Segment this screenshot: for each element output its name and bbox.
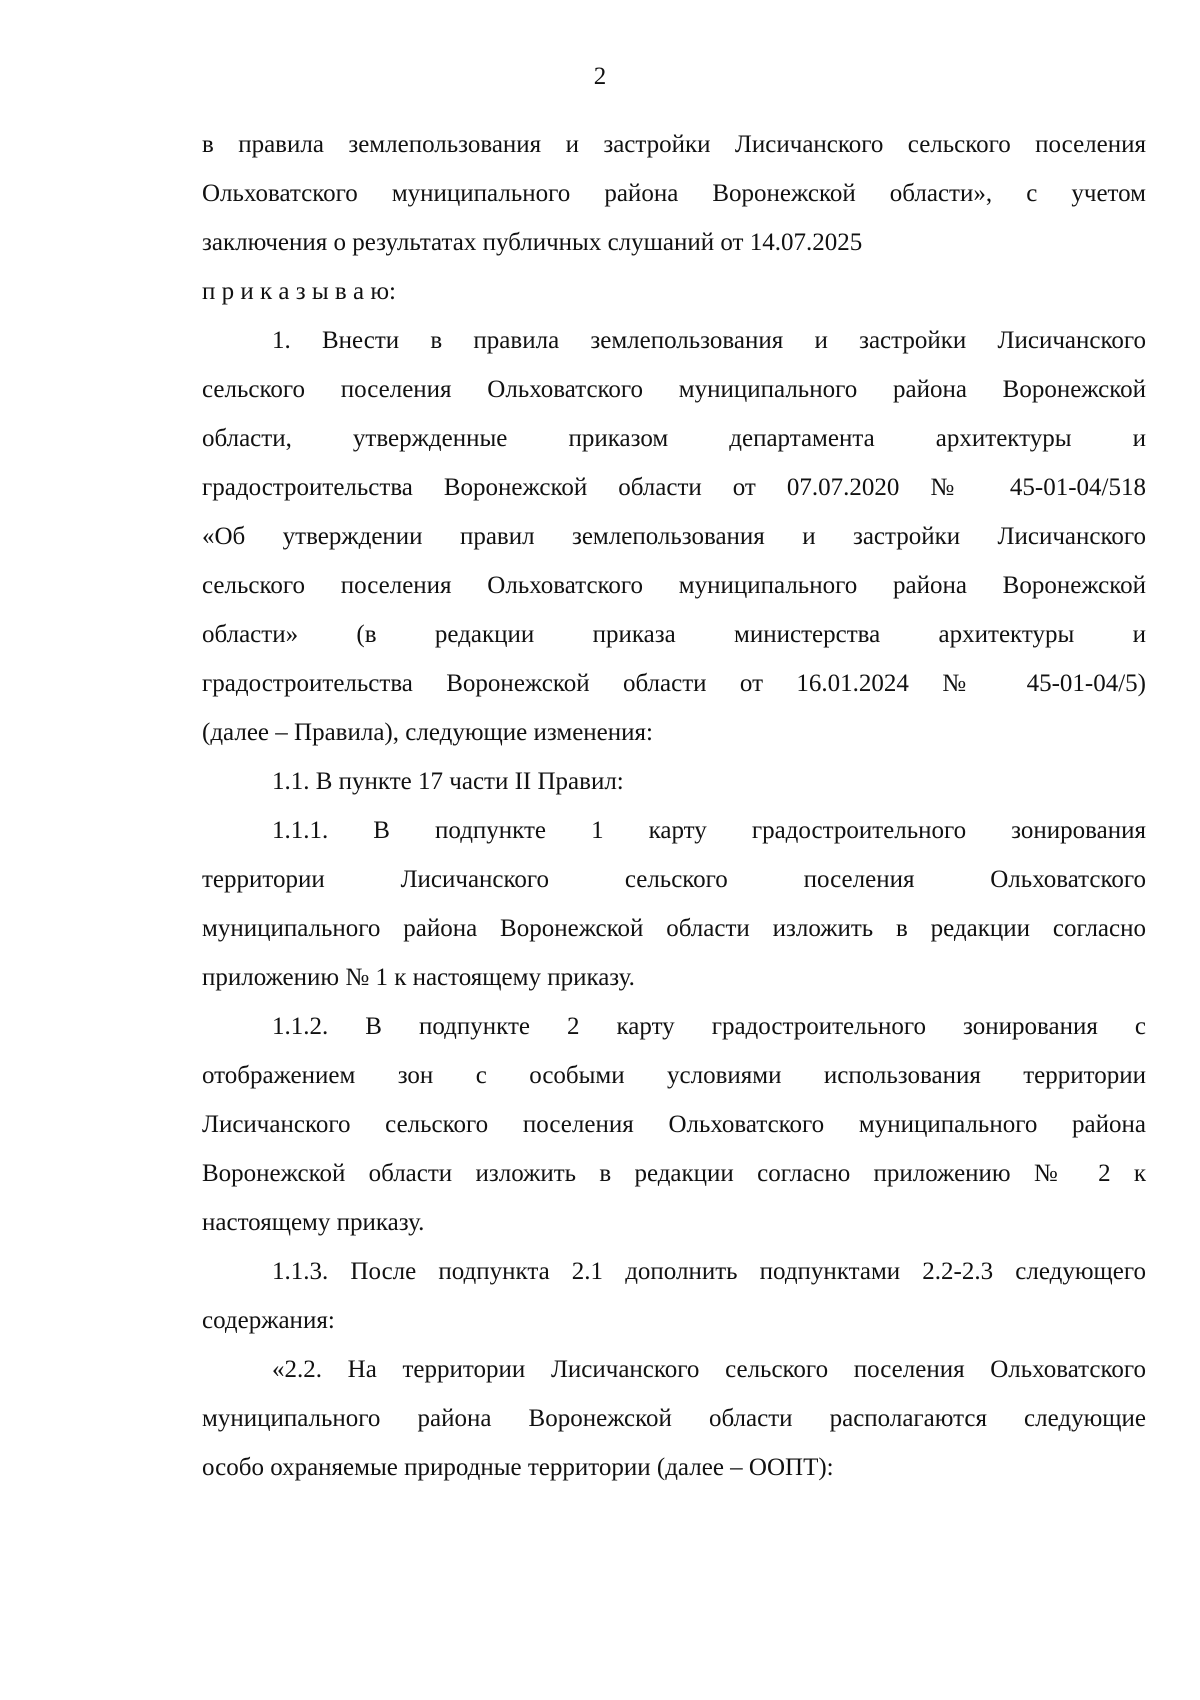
text-line: территории Лисичанского сельского поселения Ольховатского xyxy=(202,866,1146,893)
text-line: сельского поселения Ольховатского муниципального района Воронежской xyxy=(202,572,1146,599)
text-line: особо охраняемые природные территории (далее – ООПТ): xyxy=(202,1454,834,1481)
text-line: заключения о результатах публичных слушаний от 14.07.2025 xyxy=(202,229,863,256)
text-line: Воронежской области изложить в редакции согласно приложению № 2 к xyxy=(202,1160,1146,1187)
text-line: в правила землепользования и застройки Лисичанского сельского поселения xyxy=(202,131,1146,158)
text-line: «Об утверждении правил землепользования и застройки Лисичанского xyxy=(202,523,1146,550)
text-line: 1. Внести в правила землепользования и застройки Лисичанского xyxy=(272,327,1146,354)
text-line: муниципального района Воронежской области изложить в редакции согласно xyxy=(202,915,1146,942)
document-body xyxy=(202,120,1146,1492)
text-line: содержания: xyxy=(202,1307,335,1334)
text-line: настоящему приказу. xyxy=(202,1209,425,1236)
text-line: 1.1.3. После подпункта 2.1 дополнить подпунктами 2.2-2.3 следующего xyxy=(272,1258,1146,1285)
text-line: отображением зон с особыми условиями использования территории xyxy=(202,1062,1146,1089)
order-keyword: п р и к а з ы в а ю: xyxy=(202,278,396,305)
text-line: муниципального района Воронежской области располагаются следующие xyxy=(202,1405,1146,1432)
page-number: 2 xyxy=(593,63,607,90)
text-line: приложению № 1 к настоящему приказу. xyxy=(202,964,635,991)
text-line: сельского поселения Ольховатского муниципального района Воронежской xyxy=(202,376,1146,403)
text-line: (далее – Правила), следующие изменения: xyxy=(202,719,653,746)
text-line: Ольховатского муниципального района Воронежской области», с учетом xyxy=(202,180,1146,207)
text-line: градостроительства Воронежской области от 07.07.2020 № 45-01-04/518 xyxy=(202,474,1146,501)
text-line: 1.1.1. В подпункте 1 карту градостроительного зонирования xyxy=(272,817,1146,844)
text-line: области, утвержденные приказом департамента архитектуры и xyxy=(202,425,1146,452)
text-line: Лисичанского сельского поселения Ольховатского муниципального района xyxy=(202,1111,1146,1138)
text-line: 1.1.2. В подпункте 2 карту градостроительного зонирования с xyxy=(272,1013,1146,1040)
text-line: «2.2. На территории Лисичанского сельского поселения Ольховатского xyxy=(272,1356,1146,1383)
text-line: градостроительства Воронежской области от 16.01.2024 № 45-01-04/5) xyxy=(202,670,1146,697)
text-line: области» (в редакции приказа министерства архитектуры и xyxy=(202,621,1146,648)
text-line: 1.1. В пункте 17 части II Правил: xyxy=(272,768,624,795)
